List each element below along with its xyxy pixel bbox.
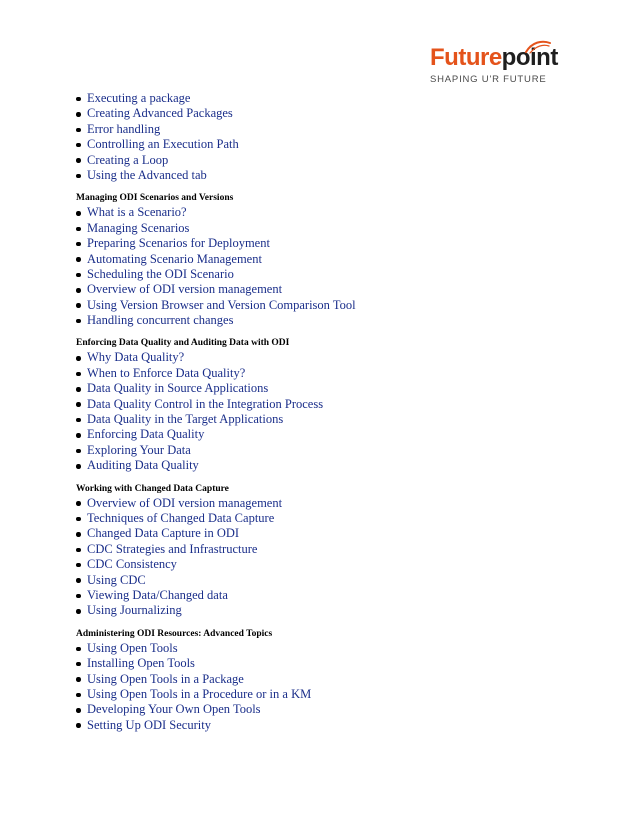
bullet-icon — [76, 578, 81, 583]
list-item-label: Creating a Loop — [87, 152, 169, 167]
list-item-label: Using the Advanced tab — [87, 167, 207, 182]
list-item — [76, 153, 596, 168]
list-item-label: Data Quality in Source Applications — [87, 381, 269, 396]
bullet-icon — [76, 723, 81, 728]
list-item-label: Techniques of Changed Data Capture — [87, 510, 275, 525]
section-heading: Working with Changed Data Capture — [76, 483, 229, 494]
section-container — [76, 192, 596, 733]
bullet-icon — [76, 319, 81, 324]
list-item — [76, 542, 596, 557]
list-item — [76, 412, 596, 427]
list-item-label: Using Version Browser and Version Comparison Tool — [87, 297, 356, 312]
futurepoint-logo — [428, 40, 558, 90]
bullet-icon — [76, 174, 81, 179]
list-item — [76, 443, 596, 458]
logo-tagline: SHAPING U'R FUTURE — [430, 74, 547, 85]
logo-wordmark-part2: point — [501, 44, 558, 71]
list-item-label: Using Open Tools — [87, 640, 178, 655]
logo-swoosh-icon — [522, 40, 552, 54]
list-item — [76, 221, 596, 236]
bullet-icon — [76, 303, 81, 308]
list-item — [76, 381, 596, 396]
section-heading: Administering ODI Resources: Advanced Topics — [76, 628, 273, 639]
bullet-icon — [76, 693, 81, 698]
bullet-icon — [76, 609, 81, 614]
list-item-label: Setting Up ODI Security — [87, 717, 211, 732]
list-item — [76, 496, 596, 511]
course-outline — [76, 91, 596, 733]
list-item-label: Scheduling the ODI Scenario — [87, 266, 234, 281]
list-item — [76, 313, 596, 328]
bullet-icon — [76, 517, 81, 522]
list-item-label: Viewing Data/Changed data — [87, 587, 228, 602]
list-item — [76, 397, 596, 412]
bullet-icon — [76, 97, 81, 102]
bullet-icon — [76, 532, 81, 537]
bullet-icon — [76, 594, 81, 599]
bullet-icon — [76, 501, 81, 506]
list-item — [76, 458, 596, 473]
list-item — [76, 267, 596, 282]
list-item — [76, 427, 596, 442]
list-item-label: CDC Consistency — [87, 557, 177, 572]
bullet-icon — [76, 128, 81, 133]
list-item-label: Error handling — [87, 121, 161, 136]
list-item-label: Developing Your Own Open Tools — [87, 702, 261, 717]
list-item — [76, 718, 596, 733]
list-item-label: Automating Scenario Management — [87, 251, 262, 266]
list-item — [76, 122, 596, 137]
list-item-label: Data Quality Control in the Integration Process — [87, 396, 324, 411]
bullet-icon — [76, 433, 81, 438]
list-item-label: Using Journalizing — [87, 603, 182, 618]
list-item-label: Overview of ODI version management — [87, 282, 283, 297]
list-item-label: Data Quality in the Target Applications — [87, 412, 284, 427]
bullet-icon — [76, 273, 81, 278]
list-item — [76, 603, 596, 618]
list-item-label: Using Open Tools in a Procedure or in a KM — [87, 686, 312, 701]
list-item — [76, 526, 596, 541]
list-item-label: Enforcing Data Quality — [87, 427, 205, 442]
course-section — [76, 192, 596, 328]
list-item — [76, 641, 596, 656]
list-item-label: CDC Strategies and Infrastructure — [87, 541, 258, 556]
list-item — [76, 91, 596, 106]
list-item — [76, 702, 596, 717]
list-item — [76, 106, 596, 121]
bullet-icon — [76, 563, 81, 568]
course-section — [76, 337, 596, 473]
list-item-label: What is a Scenario? — [87, 205, 187, 220]
list-item — [76, 168, 596, 183]
list-item — [76, 282, 596, 297]
list-item-label: Using CDC — [87, 572, 146, 587]
bullet-icon — [76, 464, 81, 469]
list-item-label: Why Data Quality? — [87, 350, 185, 365]
section-topic-list — [76, 350, 596, 473]
list-item — [76, 298, 596, 313]
list-item — [76, 137, 596, 152]
list-item — [76, 588, 596, 603]
bullet-icon — [76, 372, 81, 377]
bullet-icon — [76, 402, 81, 407]
list-item-label: Exploring Your Data — [87, 442, 191, 457]
list-item-label: Changed Data Capture in ODI — [87, 526, 240, 541]
bullet-icon — [76, 548, 81, 553]
logo-wordmark-part1: Future — [430, 44, 502, 71]
bullet-icon — [76, 387, 81, 392]
bullet-icon — [76, 647, 81, 652]
bullet-icon — [76, 288, 81, 293]
list-item — [76, 252, 596, 267]
list-item — [76, 511, 596, 526]
list-item-label: When to Enforce Data Quality? — [87, 365, 246, 380]
bullet-icon — [76, 158, 81, 163]
list-item-label: Managing Scenarios — [87, 220, 190, 235]
list-item-label: Using Open Tools in a Package — [87, 671, 244, 686]
list-item — [76, 656, 596, 671]
course-section — [76, 483, 596, 619]
list-item-label: Executing a package — [87, 91, 191, 105]
intro-topic-list — [76, 91, 596, 183]
list-item-label: Installing Open Tools — [87, 656, 195, 671]
list-item — [76, 687, 596, 702]
list-item — [76, 573, 596, 588]
list-item — [76, 366, 596, 381]
bullet-icon — [76, 708, 81, 713]
bullet-icon — [76, 112, 81, 117]
list-item-label: Creating Advanced Packages — [87, 106, 233, 121]
list-item — [76, 350, 596, 365]
bullet-icon — [76, 449, 81, 454]
section-heading: Enforcing Data Quality and Auditing Data with ODI — [76, 338, 290, 349]
list-item — [76, 205, 596, 220]
bullet-icon — [76, 356, 81, 361]
bullet-icon — [76, 143, 81, 148]
section-heading: Managing ODI Scenarios and Versions — [76, 193, 234, 204]
section-topic-list — [76, 205, 596, 328]
list-item-label: Preparing Scenarios for Deployment — [87, 236, 270, 251]
bullet-icon — [76, 257, 81, 262]
section-topic-list — [76, 496, 596, 619]
list-item — [76, 557, 596, 572]
bullet-icon — [76, 418, 81, 423]
bullet-icon — [76, 662, 81, 667]
section-topic-list — [76, 641, 596, 733]
list-item — [76, 236, 596, 251]
list-item-label: Controlling an Execution Path — [87, 137, 239, 152]
list-item-label: Overview of ODI version management — [87, 495, 283, 510]
list-item-label: Handling concurrent changes — [87, 313, 234, 328]
list-item-label: Auditing Data Quality — [87, 458, 199, 473]
bullet-icon — [76, 677, 81, 682]
bullet-icon — [76, 211, 81, 216]
bullet-icon — [76, 227, 81, 232]
list-item — [76, 672, 596, 687]
bullet-icon — [76, 242, 81, 247]
course-section — [76, 628, 596, 733]
